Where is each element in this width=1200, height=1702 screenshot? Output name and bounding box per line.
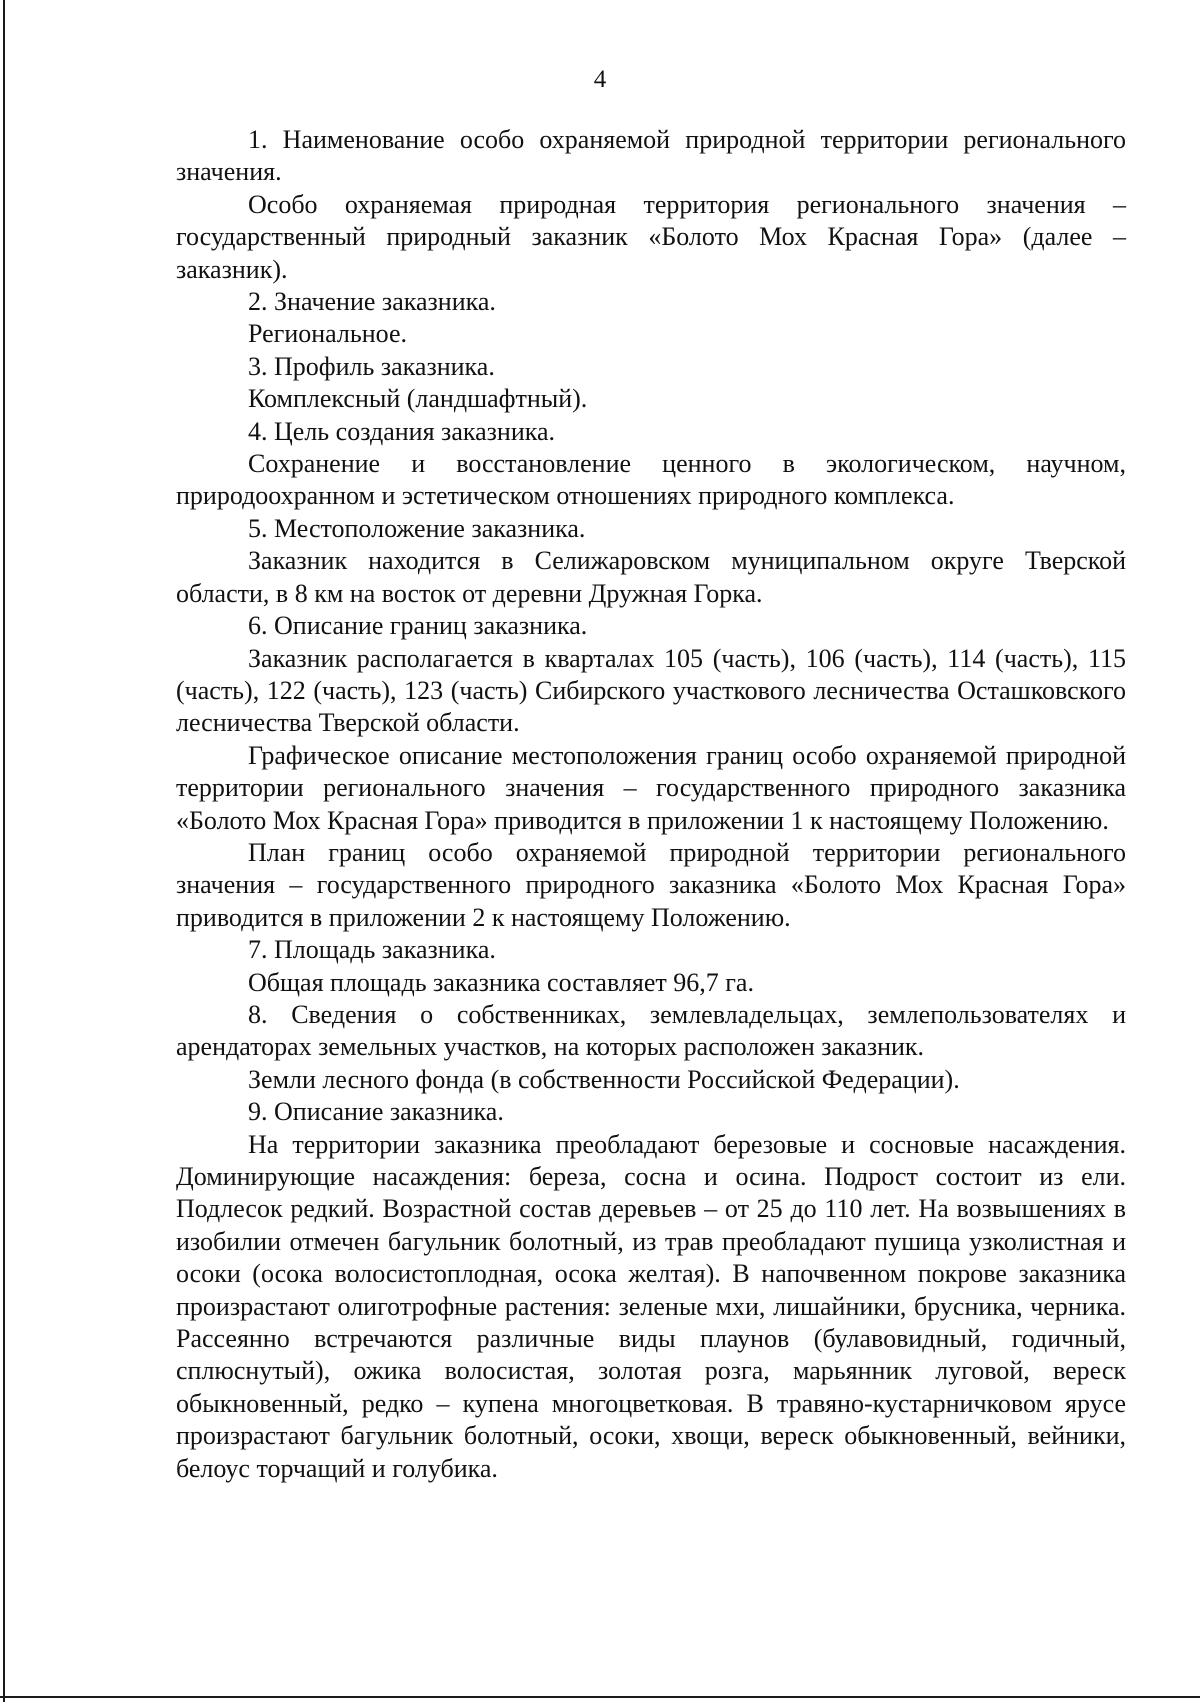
scan-left-border [3,0,5,1702]
section-7-heading: 7. Площадь заказника. [248,935,496,965]
section-1-text: Особо охраняемая природная территория регионального значения – государственный природный заказник «Болото Мох Красная Гора» (далее – заказник). [176,189,1126,284]
section-5-text: Заказник находится в Селижаровском муниципальном округе Тверской области, в 8 км на восток от деревни Дружная Горка. [176,546,1126,608]
scan-bottom-border [0,1696,1200,1698]
section-4-text: Сохранение и восстановление ценного в экологическом, научном, природоохранном и эстетическом отношениях природного комплекса. [176,449,1126,511]
section-6-graphic-description: Графическое описание местоположения границ особо охраняемой природной территории регионального значения – государственного природного заказника «Болото Мох Красная Гора» приводится в приложении 1 к настоящему Положению. [176,740,1126,835]
section-9-text: На территории заказника преобладают березовые и сосновые насаждения. Доминирующие насаждения: береза, сосна и осина. Подрост состоит из ели. Подлесок редкий. Возрастной состав деревьев – от 25 до 110 лет. На возвышениях в изобилии отмечен багульник болотный, из трав преобладают пушица узколистная и осоки (осока волосистоплодная, осока желтая). В напочвенном покрове заказника произрастают олиготрофные растения: зеленые мхи, лишайники, брусника, черника. Рассеянно встречаются различные виды плаунов (булавовидный, годичный, сплюснутый), ожика волосистая, золотая розга, марьянник луговой, вереск обыкновенный, редко – купена многоцветковая. В травяно-кустарничковом ярусе произрастают багульник болотный, осоки, хвощи, вереск обыкновенный, вейники, белоус торчащий и голубика. [176,1129,1126,1483]
section-3-heading: 3. Профиль заказника. [248,351,495,381]
section-4-heading: 4. Цель создания заказника. [248,416,556,446]
section-6-text: Заказник располагается в кварталах 105 (часть), 106 (часть), 114 (часть), 115 (часть), 122 (часть), 123 (часть) Сибирского участкового лесничества Осташковского лесничества Тверской области. [176,643,1126,738]
section-7-text: Общая площадь заказника составляет 96,7 га. [248,967,754,997]
section-8-text: Земли лесного фонда (в собственности Российской Федерации). [248,1064,960,1094]
section-9-heading: 9. Описание заказника. [248,1097,504,1127]
section-6-boundary-plan: План границ особо охраняемой природной территории регионального значения – государственного природного заказника «Болото Мох Красная Гора» приводится в приложении 2 к настоящему Положению. [176,837,1126,932]
section-2-text: Региональное. [248,319,408,349]
section-3-text: Комплексный (ландшафтный). [248,384,588,414]
section-1-heading: 1. Наименование особо охраняемой природной территории регионального значения. [176,125,1126,187]
section-6-heading: 6. Описание границ заказника. [248,611,588,641]
document-body [176,124,1126,1485]
page-number: 4 [593,66,607,93]
section-5-heading: 5. Местоположение заказника. [248,513,586,543]
section-2-heading: 2. Значение заказника. [248,287,496,317]
section-8-heading: 8. Сведения о собственниках, землевладельцах, землепользователях и арендаторах земельных участков, на которых расположен заказник. [176,999,1126,1062]
